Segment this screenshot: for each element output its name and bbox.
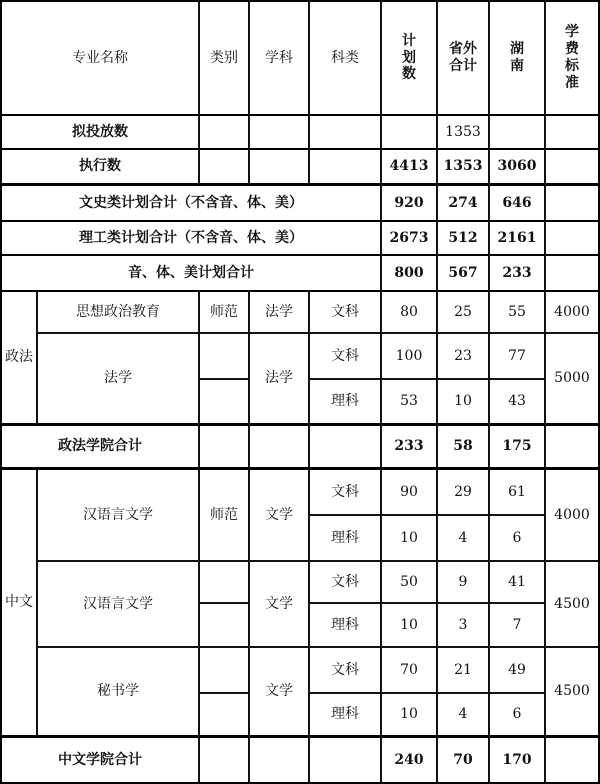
faxue-li-plan: 53	[400, 392, 418, 409]
mishu-name: 秘书学	[97, 682, 139, 699]
grid-line	[308, 290, 310, 782]
grid-line	[308, 0, 310, 184]
row-ligong-plan: 2673	[389, 229, 429, 246]
zhongwen-total-hunan: 170	[502, 751, 532, 768]
row-yinti-plan: 800	[394, 264, 424, 281]
hanyu2-name: 汉语言文学	[83, 595, 153, 612]
faxue-li-out: 10	[454, 392, 472, 409]
header-major-name: 专业名称	[72, 49, 128, 66]
mishu-li-out: 4	[458, 705, 468, 722]
hanyu2-wen-hunan: 41	[508, 573, 526, 590]
grid-line	[36, 560, 600, 562]
row-ligong-label: 理工类计划合计（不含音、体、美）	[79, 229, 303, 246]
row-exec-out: 1353	[443, 157, 483, 174]
row-ligong-out: 512	[448, 229, 478, 246]
row-ni-tou-out: 1353	[445, 123, 481, 140]
grid-line	[0, 290, 600, 292]
sixiang-out: 25	[454, 303, 472, 320]
mishu-wen-out: 21	[454, 661, 472, 678]
header-hunan: 湖 南	[510, 41, 524, 74]
mishu-wen-track: 文科	[331, 661, 359, 678]
grid-line	[0, 220, 600, 222]
sixiang-track: 文科	[331, 303, 359, 320]
hanyu1-wen-hunan: 61	[508, 483, 526, 500]
grid-line	[308, 602, 546, 604]
grid-line	[0, 254, 600, 256]
grid-line	[308, 514, 546, 516]
hanyu2-li-out: 3	[458, 616, 468, 633]
header-discipline: 学科	[265, 49, 293, 66]
zhongwen-total-label: 中文学院合计	[58, 751, 142, 768]
hanyu1-wen-out: 29	[454, 483, 472, 500]
grid-line	[198, 692, 250, 694]
hanyu1-li-plan: 10	[400, 529, 418, 546]
faxue-wen-track: 文科	[331, 347, 359, 364]
hanyu1-fee: 4000	[554, 506, 590, 523]
hanyu2-li-track: 理科	[331, 616, 359, 633]
grid-line	[198, 378, 250, 380]
row-yinti-label: 音、体、美计划合计	[128, 264, 254, 281]
grid-line	[248, 0, 250, 184]
grid-line	[0, 183, 600, 186]
grid-line	[0, 423, 600, 426]
mishu-li-track: 理科	[331, 705, 359, 722]
grid-line	[308, 378, 546, 380]
row-wenshi-hunan: 646	[502, 194, 532, 211]
faxue-name: 法学	[104, 369, 132, 386]
grid-line	[36, 292, 38, 423]
mishu-wen-plan: 70	[400, 661, 418, 678]
hanyu2-li-plan: 10	[400, 616, 418, 633]
grid-line	[0, 0, 2, 784]
hanyu2-wen-plan: 50	[400, 573, 418, 590]
grid-line	[36, 470, 38, 735]
grid-line	[36, 646, 600, 648]
row-yinti-hunan: 233	[502, 264, 532, 281]
grid-line	[436, 0, 438, 782]
zhengfa-total-plan: 233	[394, 437, 424, 454]
mishu-li-hunan: 6	[512, 705, 522, 722]
header-fee: 学 费 标 准	[565, 24, 579, 91]
row-wenshi-out: 274	[448, 194, 478, 211]
zhongwen-total-out: 70	[453, 751, 473, 768]
sixiang-hunan: 55	[508, 303, 526, 320]
hanyu1-discipline: 文学	[265, 506, 293, 523]
faxue-wen-out: 23	[454, 347, 472, 364]
zhengfa-total-label: 政法学院合计	[58, 437, 142, 454]
hanyu1-wen-track: 文科	[331, 483, 359, 500]
hanyu1-li-out: 4	[458, 529, 468, 546]
sixiang-name: 思想政治教育	[76, 303, 160, 320]
grid-line	[198, 602, 250, 604]
grid-line	[248, 290, 250, 782]
grid-line	[308, 692, 546, 694]
header-type: 类别	[210, 49, 238, 66]
grid-line	[488, 0, 490, 782]
mishu-wen-hunan: 49	[508, 661, 526, 678]
row-wenshi-label: 文史类计划合计（不含音、体、美）	[79, 194, 303, 211]
grid-line	[0, 0, 600, 2]
grid-line	[0, 114, 600, 116]
hanyu2-wen-out: 9	[458, 573, 468, 590]
sixiang-plan: 80	[400, 303, 418, 320]
hanyu2-fee: 4500	[554, 595, 590, 612]
hanyu2-wen-track: 文科	[331, 573, 359, 590]
zhengfa-total-out: 58	[453, 437, 473, 454]
hanyu1-wen-plan: 90	[400, 483, 418, 500]
hanyu1-name: 汉语言文学	[83, 506, 153, 523]
grid-line	[36, 332, 600, 334]
hanyu1-type: 师范	[210, 506, 238, 523]
faxue-wen-hunan: 77	[508, 347, 526, 364]
grid-line	[198, 0, 200, 184]
sixiang-discipline: 法学	[265, 303, 293, 320]
row-ligong-hunan: 2161	[497, 229, 537, 246]
faxue-li-hunan: 43	[508, 392, 526, 409]
hanyu2-discipline: 文学	[265, 595, 293, 612]
grid-line	[380, 0, 382, 782]
header-track: 科类	[331, 49, 359, 66]
row-exec-plan: 4413	[389, 157, 429, 174]
hanyu1-li-hunan: 6	[512, 529, 522, 546]
row-ni-tou-label: 拟投放数	[72, 123, 128, 140]
grid-line	[198, 290, 200, 782]
grid-line	[0, 148, 600, 150]
mishu-fee: 4500	[554, 682, 590, 699]
hanyu1-li-track: 理科	[331, 529, 359, 546]
header-plan: 计 划 数	[402, 32, 416, 83]
hanyu2-li-hunan: 7	[512, 616, 522, 633]
faxue-li-track: 理科	[331, 392, 359, 409]
sixiang-type: 师范	[210, 303, 238, 320]
row-exec-hunan: 3060	[497, 157, 537, 174]
faxue-wen-plan: 100	[395, 347, 423, 364]
faxue-fee: 5000	[554, 369, 590, 386]
row-wenshi-plan: 920	[394, 194, 424, 211]
sixiang-fee: 4000	[554, 303, 590, 320]
row-exec-label: 执行数	[79, 157, 121, 174]
zhengfa-total-hunan: 175	[502, 437, 532, 454]
mishu-li-plan: 10	[400, 705, 418, 722]
grid-line	[0, 467, 600, 470]
college-zhongwen: 中文	[5, 593, 33, 610]
mishu-discipline: 文学	[265, 682, 293, 699]
grid-line	[544, 0, 546, 782]
grid-line	[0, 735, 600, 738]
row-yinti-out: 567	[448, 264, 478, 281]
header-out-province: 省外 合计	[449, 41, 477, 74]
faxue-discipline: 法学	[265, 369, 293, 386]
zhongwen-total-plan: 240	[394, 751, 424, 768]
college-zhengfa: 政法	[5, 348, 33, 365]
